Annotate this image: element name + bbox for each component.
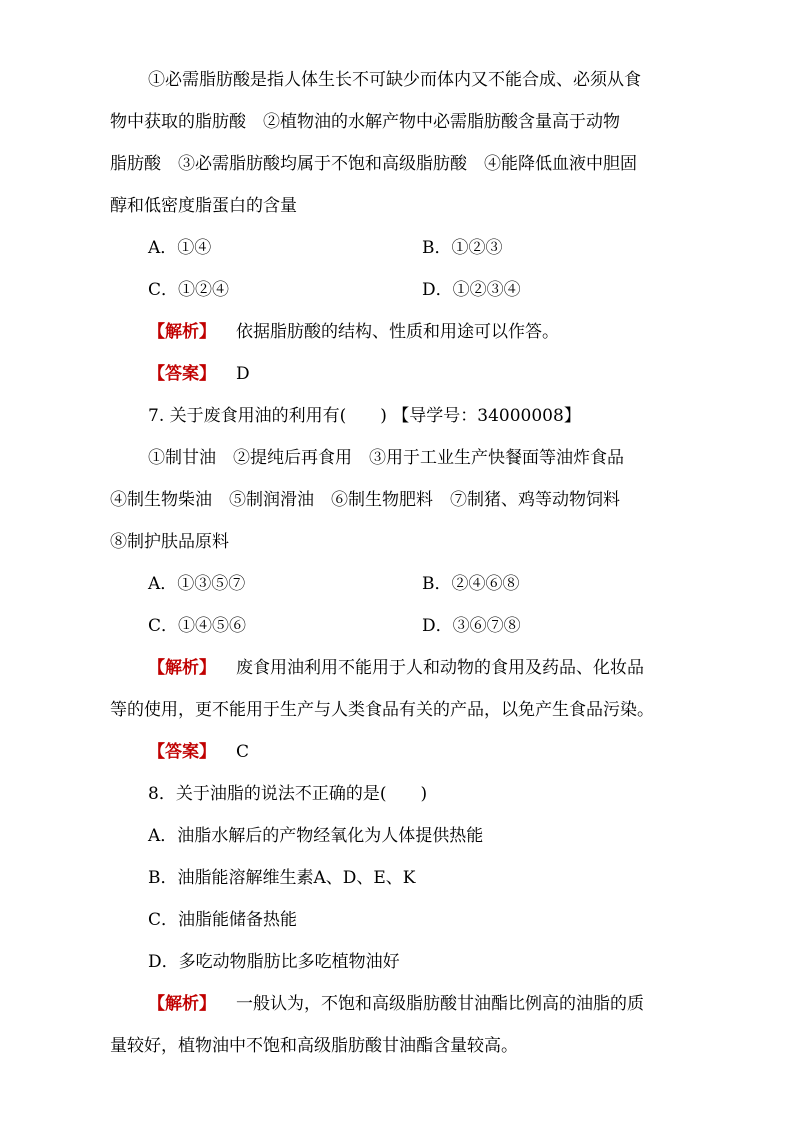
q8-analysis-line-2: 量较好，植物油中不饱和高级脂肪酸甘油酯含量较高。	[110, 1036, 518, 1056]
q8-analysis-line-1	[148, 992, 728, 1016]
q6-options-row-2	[148, 278, 728, 302]
q8-option-d: D．多吃动物脂肪比多吃植物油好	[148, 952, 400, 972]
q7-answer	[148, 740, 728, 764]
q7-analysis-tag: 【解析】	[148, 658, 216, 678]
q8-analysis-tag: 【解析】	[148, 994, 216, 1014]
q7-option-b: B．②④⑥⑧	[422, 574, 520, 594]
q7-options-row-1	[148, 572, 728, 596]
q7-option-a: A．①③⑤⑦	[148, 574, 246, 594]
q6-statement-line-4: 醇和低密度脂蛋白的含量	[110, 196, 297, 216]
q6-statement-line-2: 物中获取的脂肪酸 ②植物油的水解产物中必需脂肪酸含量高于动物	[110, 112, 620, 132]
q7-statement-line-3: ⑧制护肤品原料	[110, 532, 229, 552]
q6-answer	[148, 362, 728, 386]
q7-option-d: D．③⑥⑦⑧	[422, 616, 521, 636]
q7-options-row-2	[148, 614, 728, 638]
q6-option-a: A．①④	[148, 238, 212, 258]
q8-option-b: B．油脂能溶解维生素A、D、E、K	[148, 868, 416, 888]
q8-option-a: A．油脂水解后的产物经氧化为人体提供热能	[148, 826, 484, 846]
q6-analysis-tag: 【解析】	[148, 322, 216, 342]
q8-analysis-text-1: 一般认为，不饱和高级脂肪酸甘油酯比例高的油脂的质	[236, 994, 644, 1014]
q7-stem: 7. 关于废食用油的利用有( ) 【导学号：34000008】	[148, 406, 581, 426]
q6-statement-line-3: 脂肪酸 ③必需脂肪酸均属于不饱和高级脂肪酸 ④能降低血液中胆固	[110, 154, 637, 174]
q7-option-c: C．①④⑤⑥	[148, 616, 247, 636]
q6-option-b: B．①②③	[422, 238, 503, 258]
q8-stem: 8．关于油脂的说法不正确的是( )	[148, 784, 428, 804]
q6-options-row-1	[148, 236, 728, 260]
q7-statement-line-2: ④制生物柴油 ⑤制润滑油 ⑥制生物肥料 ⑦制猪、鸡等动物饲料	[110, 490, 620, 510]
q6-answer-value: D	[236, 364, 250, 384]
q7-answer-value: C	[236, 742, 250, 762]
q6-option-d: D．①②③④	[422, 280, 521, 300]
q8-option-c: C．油脂能储备热能	[148, 910, 298, 930]
q6-analysis-text: 依据脂肪酸的结构、性质和用途可以作答。	[236, 322, 559, 342]
q7-analysis-line-1	[148, 656, 728, 680]
q6-statement-line-1: ①必需脂肪酸是指人体生长不可缺少而体内又不能合成、必须从食	[148, 70, 641, 90]
q7-analysis-line-2: 等的使用，更不能用于生产与人类食品有关的产品，以免产生食品污染。	[110, 700, 654, 720]
q6-answer-tag: 【答案】	[148, 364, 216, 384]
q6-option-c: C．①②④	[148, 280, 230, 300]
q7-statement-line-1: ①制甘油 ②提纯后再食用 ③用于工业生产快餐面等油炸食品	[148, 448, 624, 468]
q7-answer-tag: 【答案】	[148, 742, 216, 762]
q6-analysis	[148, 320, 728, 344]
q7-analysis-text-1: 废食用油利用不能用于人和动物的食用及药品、化妆品	[236, 658, 644, 678]
